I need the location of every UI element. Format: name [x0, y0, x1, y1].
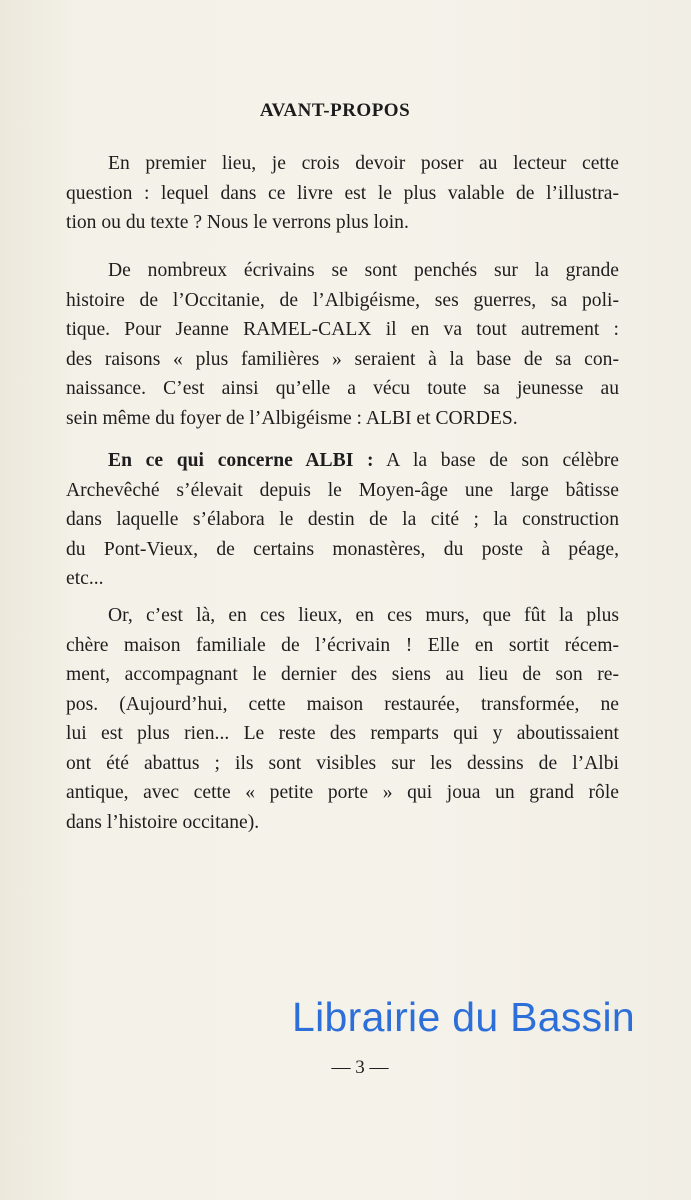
paragraph-4 [66, 601, 619, 837]
paragraph-line: dans laquelle s’élabora le destin de la cité ; la construction [66, 509, 619, 530]
page-number: — 3 — [331, 1057, 389, 1078]
watermark-text: Librairie du Bassin [292, 994, 635, 1040]
paragraph-line: du Pont-Vieux, de certains monastères, du poste à péage, [66, 538, 619, 560]
paragraph-line: tion ou du texte ? Nous le verrons plus loin. [66, 212, 409, 233]
paragraph-line: ment, accompagnant le dernier des siens au lieu de son re- [66, 664, 619, 685]
paragraph-line: En premier lieu, je crois devoir poser au lecteur cette [108, 153, 619, 174]
paragraph-3 [66, 446, 619, 594]
paragraph-line: ont été abattus ; ils sont visibles sur les dessins de l’Albi [66, 752, 619, 774]
paragraph-line: lui est plus rien... Le reste des remparts qui y aboutissaient [66, 723, 619, 744]
paragraph-line: naissance. C’est ainsi qu’elle a vécu toute sa jeunesse au [66, 378, 619, 399]
paragraph-1 [66, 149, 619, 238]
paragraph-line: dans l’histoire occitane). [66, 811, 260, 833]
paragraph-line: chère maison familiale de l’écrivain ! Elle en sortit récem- [66, 634, 619, 656]
paragraph-line: Archevêché s’élevait depuis le Moyen-âge une large bâtisse [66, 479, 619, 501]
paragraph-2 [66, 256, 619, 433]
paragraph-line: De nombreux écrivains se sont penchés sur la grande [108, 260, 619, 281]
paragraph-line: question : lequel dans ce livre est le plus valable de l’illustra- [66, 182, 619, 204]
paragraph-line [66, 446, 619, 476]
paragraph-line: pos. (Aujourd’hui, cette maison restaurée, transformée, ne [66, 693, 619, 715]
paragraph-line: tique. Pour Jeanne RAMEL-CALX il en va tout autrement : [66, 319, 619, 340]
page-title: AVANT-PROPOS [259, 100, 411, 121]
paragraph-line-rest: A la base de son célèbre [373, 450, 619, 471]
paragraph-line: sein même du foyer de l’Albigéisme : ALBI et CORDES. [66, 407, 518, 429]
paragraph-line: antique, avec cette « petite porte » qui joua un grand rôle [66, 782, 619, 803]
bold-lead-text: En ce qui concerne ALBI : [108, 450, 374, 471]
paragraph-line: Or, c’est là, en ces lieux, en ces murs, que fût la plus [108, 605, 619, 626]
paragraph-line: etc... [66, 568, 104, 589]
paragraph-line: histoire de l’Occitanie, de l’Albigéisme, ses guerres, sa poli- [66, 289, 619, 311]
paragraph-line: des raisons « plus familières » seraient à la base de sa con- [66, 348, 619, 370]
